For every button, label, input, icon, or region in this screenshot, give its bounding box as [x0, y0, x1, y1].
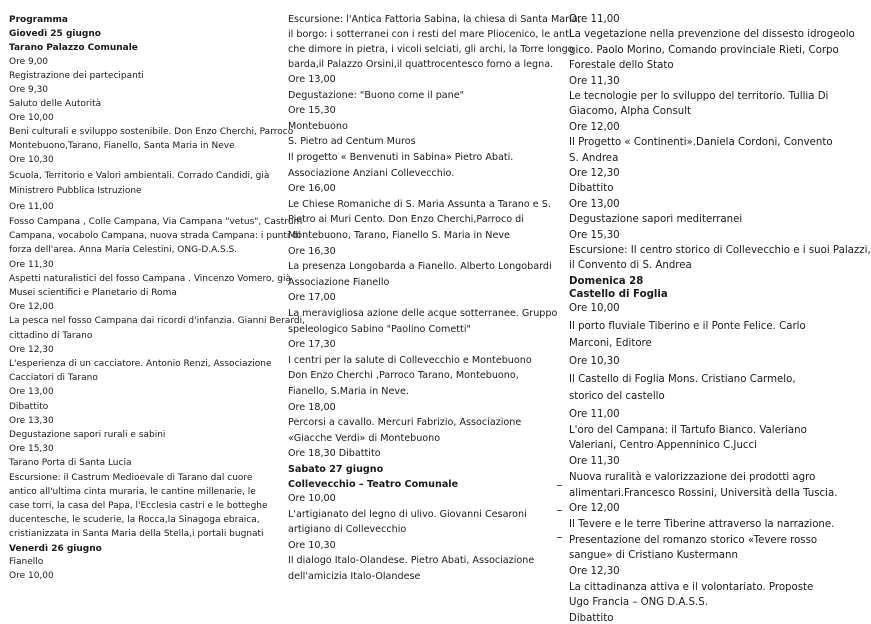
schedule-text: Il Tevere e le terre Tiberine attraverso la narrazione.: [569, 518, 835, 530]
schedule-text: Escursione: l'Antica Fattoria Sabina, la chiesa di Santa Maria,: [288, 14, 581, 25]
section-heading: Programma: [9, 15, 69, 25]
section-heading: Castello di Foglia: [569, 289, 668, 301]
schedule-time: Ore 12,30: [569, 566, 620, 577]
schedule-text: L'esperienza di un cacciatore. Antonio Renzi, Associazione: [9, 359, 272, 369]
schedule-text: Le tecnologie per lo sviluppo del territorio. Tullia Di: [569, 91, 829, 102]
schedule-text: Il porto fluviale Tiberino e il Ponte Felice. Carlo: [569, 320, 806, 332]
schedule-text: Associazione Fianello: [288, 276, 390, 288]
schedule-text: L'artigianato del legno di ulivo. Giovanni Cesaroni: [288, 508, 527, 520]
schedule-text: Degustazione: "Buono come il pane": [288, 89, 465, 101]
dash-mark: [557, 485, 562, 486]
schedule-time: Ore 10,30: [288, 539, 336, 551]
schedule-text: storico del castello: [569, 391, 665, 403]
schedule-time: Ore 16,00: [288, 183, 336, 195]
schedule-text: Pietro ai Muri Cento. Don Enzo Cherchi,Parroco di: [288, 214, 524, 226]
schedule-text: Giacomo, Alpha Consult: [569, 106, 692, 118]
schedule-text: Valeriani, Centro Appenninico C.Jucci: [569, 440, 757, 452]
schedule-text: speleologico Sabino "Paolino Cometti": [288, 323, 471, 335]
schedule-time: Ore 11,00: [9, 201, 54, 212]
schedule-text: La vegetazione nella prevenzione del dissesto idrogeolo: [569, 29, 855, 41]
schedule-text: Cacciatori di Tarano: [9, 373, 98, 384]
schedule-time: Ore 13,30: [9, 415, 54, 426]
schedule-text: Nuova ruralità e valorizzazione dei prodotti agro: [569, 471, 816, 483]
schedule-text: Il dialogo Italo-Olandese. Pietro Abati, Associazione: [288, 555, 535, 566]
schedule-text: alimentari.Francesco Rossini, Università della Tuscia.: [569, 487, 838, 499]
schedule-text: Presentazione del romanzo storico «Tevere rosso: [569, 534, 818, 546]
schedule-time: Ore 18,30 Dibattito: [288, 448, 381, 460]
schedule-text: Saluto delle Autorità: [9, 99, 102, 109]
schedule-text: Ministrero Pubblica Istruzione: [9, 186, 142, 196]
schedule-time: Ore 18,00: [288, 401, 336, 413]
schedule-text: artigiano di Collevecchio: [288, 524, 407, 535]
schedule-text: I centri per la salute di Collevecchio e Montebuono: [288, 354, 532, 366]
schedule-text: Montebuono,Tarano, Fianello, Santa Maria in Neve: [9, 141, 235, 151]
schedule-text: cittadino di Tarano: [9, 330, 93, 341]
schedule-text: Aspetti naturalistici del fosso Campana . Vincenzo Vomero, già: [9, 273, 292, 284]
schedule-text: Scuola, Territorio e Valori ambientali. Corrado Candidi, già: [9, 170, 270, 181]
schedule-time: Ore 17,00: [288, 292, 336, 304]
schedule-text: antico all'ultima cinta muraria, le cantine millenarie, le: [9, 486, 256, 497]
schedule-time: Ore 13,00: [288, 74, 336, 85]
schedule-time: Ore 11,30: [9, 259, 54, 270]
dash-mark: [557, 510, 562, 511]
schedule-time: Ore 11,00: [569, 14, 620, 25]
schedule-text: ducentesche, le scuderie, la Rocca,la Sinagoga ebraica,: [9, 515, 260, 526]
schedule-text: Degustazione sapori rurali e sabini: [9, 430, 166, 440]
schedule-text: Fosso Campana , Colle Campana, Via Campana "vetus", Castrum: [9, 217, 303, 227]
schedule-text: Registrazione dei partecipanti: [9, 71, 144, 81]
section-heading: Domenica 28: [569, 275, 644, 287]
schedule-text: Associazione Anziani Collevecchio.: [288, 167, 455, 179]
schedule-time: Ore 12,30: [9, 344, 54, 355]
schedule-text: il borgo: i sotterranei con i resti del mare Pliocenico, le anti: [288, 29, 572, 40]
schedule-text: Dibattito: [569, 183, 614, 195]
section-heading: Giovedì 25 giugno: [9, 29, 101, 39]
schedule-time: Ore 9,00: [9, 57, 49, 67]
schedule-text: L'oro del Campana: il Tartufo Bianco. Valeriano: [569, 424, 807, 436]
schedule-time: Ore 12,00: [9, 302, 54, 313]
schedule-text: Tarano Porta di Santa Lucia: [9, 458, 132, 469]
schedule-text: dell'amicizia Italo-Olandese: [288, 570, 421, 582]
schedule-text: Escursione: il Castrum Medioevale di Tarano dal cuore: [9, 472, 253, 483]
schedule-text: il Convento di S. Andrea: [569, 260, 692, 272]
schedule-text: Fianello: [9, 557, 44, 568]
schedule-time: Ore 13,00: [9, 387, 54, 398]
schedule-text: Dibattito: [569, 613, 614, 624]
section-heading: Venerdì 26 giugno: [9, 543, 102, 554]
schedule-text: Marconi, Editore: [569, 338, 652, 350]
schedule-text: Il progetto « Benvenuti in Sabina» Pietro Abati.: [288, 152, 514, 163]
schedule-time: Ore 13,00: [569, 198, 620, 210]
schedule-text: sangue» di Cristiano Kustermann: [569, 550, 738, 562]
schedule-text: Il Castello di Foglia Mons. Cristiano Carmelo,: [569, 373, 796, 385]
section-heading: Collevecchio – Teatro Comunale: [288, 478, 459, 490]
schedule-text: La cittadinanza attiva e il volontariato. Proposte: [569, 581, 814, 593]
schedule-text: Montebuono: [288, 120, 348, 132]
schedule-time: Ore 11,00: [569, 409, 620, 420]
schedule-time: Ore 12,30: [569, 168, 620, 179]
schedule-time: Ore 12,00: [569, 503, 620, 515]
schedule-time: Ore 17,30: [288, 339, 336, 351]
schedule-time: Ore 10,00: [288, 493, 336, 504]
schedule-text: gico. Paolo Morino, Comando provinciale Rieti, Corpo: [569, 44, 839, 56]
schedule-text: Fianello, S.Maria in Neve.: [288, 386, 409, 397]
schedule-text: Degustazione sapori mediterranei: [569, 214, 743, 226]
schedule-text: Il Progetto « Continenti».Daniela Cordoni, Convento: [569, 137, 833, 149]
schedule-text: Forestale dello Stato: [569, 60, 674, 72]
schedule-text: Montebuono, Tarano, Fianello S. Maria in Neve: [288, 230, 510, 241]
schedule-text: barda,il Palazzo Orsini,il quattrocentesco forno a legna.: [288, 59, 554, 70]
schedule-text: Don Enzo Cherchi ,Parroco Tarano, Montebuono,: [288, 370, 519, 382]
dash-mark: [557, 537, 562, 538]
section-heading: Tarano Palazzo Comunale: [9, 43, 138, 53]
schedule-text: Beni culturali e sviluppo sostenibile. Don Enzo Cherchi, Parroco: [9, 127, 294, 137]
schedule-text: La meravigliosa azione delle acque sotterranee. Gruppo: [288, 308, 558, 319]
schedule-time: Ore 11,30: [569, 456, 620, 468]
schedule-text: S. Andrea: [569, 152, 619, 164]
schedule-text: Musei scientifici e Planetario di Roma: [9, 288, 177, 298]
schedule-time: Ore 15,30: [569, 229, 620, 241]
schedule-time: Ore 10,30: [569, 355, 620, 367]
schedule-text: La pesca nel fosso Campana dai ricordi d'infanzia. Gianni Berardi,: [9, 316, 305, 327]
schedule-time: Ore 16,30: [288, 245, 336, 257]
schedule-text: Dibattito: [9, 401, 49, 412]
section-heading: Sabato 27 giugno: [288, 464, 384, 475]
schedule-text: «Giacche Verdi» di Montebuono: [288, 432, 441, 444]
schedule-text: cristianizzata in Santa Maria della Stella,i portali bugnati: [9, 529, 264, 540]
schedule-time: Ore 15,30: [288, 105, 336, 117]
schedule-text: S. Pietro ad Centum Muros: [288, 136, 416, 148]
schedule-time: Ore 11,30: [569, 75, 620, 87]
schedule-time: Ore 10,00: [9, 570, 54, 581]
schedule-text: Campana, vocabolo Campana, nuova strada Campana: i punti di: [9, 231, 301, 242]
schedule-text: Ugo Francia – ONG D.A.S.S.: [569, 597, 708, 609]
schedule-time: Ore 15,30: [9, 444, 54, 455]
schedule-time: Ore 10,00: [9, 113, 54, 123]
schedule-text: La presenza Longobarda a Fianello. Alberto Longobardi: [288, 261, 552, 273]
schedule-text: Percorsi a cavallo. Mercuri Fabrizio, Associazione: [288, 417, 522, 429]
schedule-time: Ore 9,30: [9, 85, 49, 95]
schedule-text: Le Chiese Romaniche di S. Maria Assunta a Tarano e S.: [288, 198, 551, 210]
schedule-text: Escursione: Il centro storico di Collevecchio e i suoi Palazzi,: [569, 245, 871, 256]
schedule-time: Ore 10,30: [9, 155, 54, 165]
schedule-time: Ore 10,00: [569, 302, 620, 314]
schedule-text: case torri, la casa del Papa, l'Ecclesia castri e le botteghe: [9, 501, 268, 511]
schedule-text: forza dell'area. Anna Maria Celestini, ONG-D.A.S.S.: [9, 245, 238, 256]
schedule-time: Ore 12,00: [569, 121, 620, 133]
schedule-text: che dimore in pietra, i vicoli selciati, gli archi, la Torre longo: [288, 44, 574, 55]
